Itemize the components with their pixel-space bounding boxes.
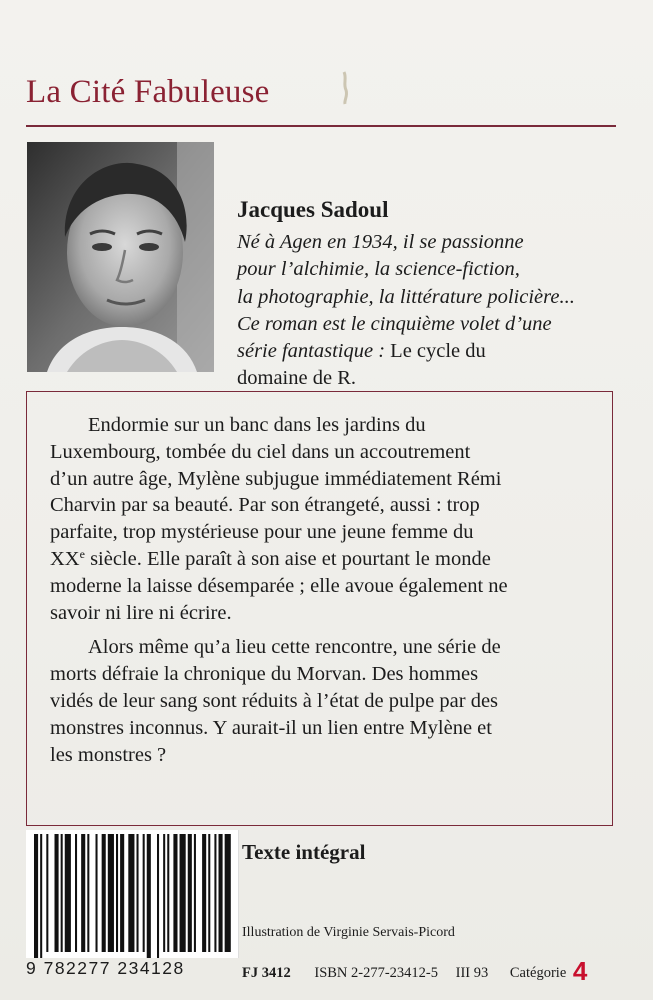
bio-line: [237, 338, 627, 365]
summary-line: Charvin par sa beauté. Par son étrangeté, aussi : trop: [50, 494, 480, 517]
collection-title: La Cité Fabuleuse: [26, 74, 270, 110]
summary-line: savoir ni lire ni écrire.: [50, 601, 232, 624]
barcode-bar: [219, 834, 223, 952]
category-number: 4: [572, 956, 588, 986]
barcode-bar: [214, 834, 216, 952]
summary-line-rest: siècle. Elle paraît à son aise et pourtant le monde: [84, 547, 491, 570]
barcode-bar: [163, 834, 165, 952]
summary-line: parfaite, trop mystérieuse pour une jeune femme du: [50, 521, 474, 544]
barcode-bar: [225, 834, 231, 952]
barcode-bar: [102, 834, 106, 952]
barcode-bar: [147, 834, 151, 958]
barcode-bar: [61, 834, 63, 952]
cover-scuff-mark: [340, 70, 350, 106]
barcode-bar: [137, 834, 139, 952]
title-divider: [26, 125, 616, 127]
barcode-bar: [143, 834, 145, 952]
barcode-bar: [46, 834, 48, 952]
barcode-bar: [208, 834, 210, 952]
barcode-bar: [194, 834, 196, 952]
summary-line: vidés de leur sang sont réduits à l’état de pulpe par des: [50, 689, 499, 712]
barcode-bar: [116, 834, 118, 952]
summary-line: Alors même qu’a lieu cette rencontre, une série de: [88, 636, 501, 659]
summary-line: monstres inconnus. Y aurait-il un lien entre Mylène et: [50, 716, 492, 739]
summary-line: [50, 546, 605, 573]
barcode-bar: [75, 834, 77, 952]
bio-line-roman-part: Le cycle du: [390, 340, 486, 363]
barcode-bar: [167, 834, 169, 952]
barcode-bar: [96, 834, 98, 952]
edition-note: Texte intégral: [242, 840, 366, 864]
barcode-bar: [34, 834, 38, 958]
barcode-bar: [65, 834, 71, 952]
barcode-number: 9 782277 234128: [26, 958, 185, 978]
century-numeral: XX: [50, 547, 80, 570]
bio-line-italic-part: série fantastique :: [237, 340, 391, 363]
illustration-credit: Illustration de Virginie Servais-Picord: [242, 925, 455, 940]
barcode: [26, 830, 239, 958]
summary-line: Endormie sur un banc dans les jardins du: [88, 414, 426, 436]
barcode-bar: [55, 834, 59, 952]
barcode-bar: [87, 834, 89, 952]
isbn: ISBN 2-277-23412-5: [314, 965, 439, 981]
fj-code: FJ 3412: [242, 965, 291, 981]
book-summary: [50, 412, 605, 768]
bio-line: pour l’alchimie, la science-fiction,: [237, 258, 520, 281]
barcode-bar: [188, 834, 192, 952]
bio-line: domaine de R.: [237, 367, 356, 390]
summary-line: morts défraie la chronique du Morvan. Des hommes: [50, 663, 479, 686]
bio-line: Né à Agen en 1934, il se passionne: [237, 231, 524, 253]
author-bio: [237, 229, 627, 393]
barcode-bar: [81, 834, 85, 952]
barcode-bar: [108, 834, 114, 952]
barcode-bar: [128, 834, 134, 952]
barcode-bar: [157, 834, 159, 958]
summary-line: les monstres ?: [50, 743, 167, 766]
summary-line: moderne la laisse désemparée ; elle avoue également ne: [50, 574, 508, 597]
summary-line: Luxembourg, tombée du ciel dans un accoutrement: [50, 440, 471, 463]
bio-line: Ce roman est le cinquième volet d’une: [237, 312, 552, 335]
barcode-bar: [120, 834, 124, 952]
bio-line: la photographie, la littérature policière...: [237, 285, 575, 308]
paragraph-gap: [50, 626, 605, 634]
author-photo: [27, 142, 214, 372]
category-label: Catégorie: [509, 965, 567, 981]
barcode-bar: [173, 834, 177, 952]
barcode-bar: [202, 834, 206, 952]
author-name: Jacques Sadoul: [237, 197, 389, 222]
summary-line: d’un autre âge, Mylène subjugue immédiatement Rémi: [50, 467, 502, 490]
print-code: III 93: [455, 965, 489, 981]
publication-info: [242, 956, 642, 987]
barcode-bar: [40, 834, 42, 958]
barcode-bar: [180, 834, 186, 952]
century-superscript: e: [79, 546, 85, 561]
